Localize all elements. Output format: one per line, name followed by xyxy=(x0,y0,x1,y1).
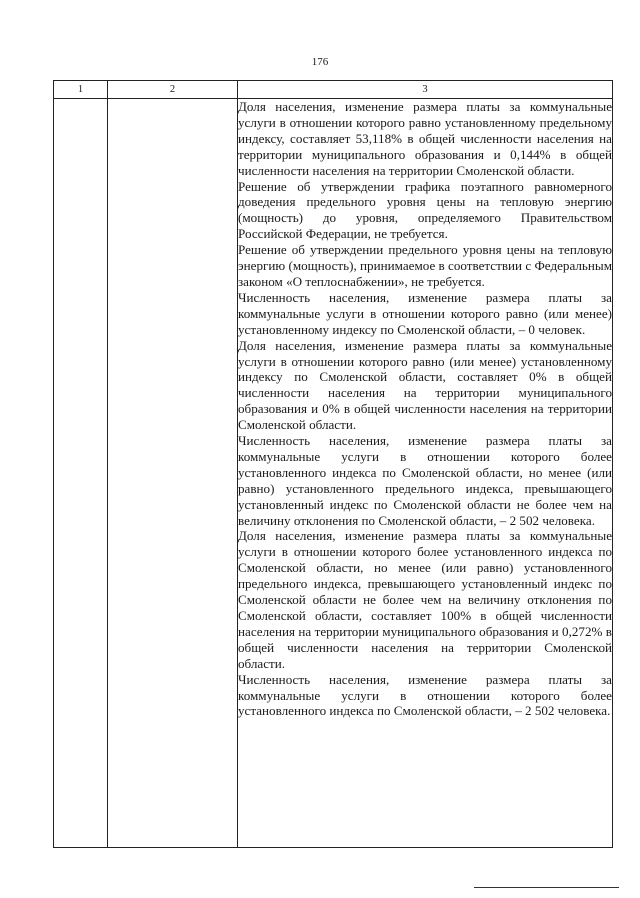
column-header-1: 1 xyxy=(54,81,108,99)
table-cell-col3 xyxy=(238,99,613,848)
table-cell-col2 xyxy=(108,99,238,848)
paragraph-schedule-decision: Решение об утверждении графика поэтапного равномерного доведения предельного уровня цены на тепловую энергию (мощность) до уровня, определяемого Правительством Российской Федерации, не требуется. xyxy=(238,178,612,242)
paragraph-share-equal-limit-index: Доля населения, изменение размера платы за коммунальные услуги в отношении которого равно установленному предельному индексу, составляет 53,118% в общей численности населения на территории муниципального образования и 0,144% в общей численности населения на территории Смоленской области. xyxy=(238,99,612,178)
footer-rule xyxy=(474,887,619,888)
column-header-2: 2 xyxy=(108,81,238,99)
column-header-3: 3 xyxy=(238,81,613,99)
table-cell-col1 xyxy=(54,99,108,848)
paragraph-share-between-indices: Доля населения, изменение размера платы за коммунальные услуги в отношении которого более установленного индекса по Смоленской области, но менее (или равно) установленного предельного индекса, превышающего установленный индекс по Смоленской области не более чем на величину отклонения по Смоленской области, составляет 100% в общей численности населения на территории муниципального образования и 0,272% в общей численности населения на территории Смоленской области. xyxy=(238,528,612,671)
paragraph-population-equal-or-less: Численность населения, изменение размера платы за коммунальные услуги в отношении которого равно (или менее) установленному индексу по Смоленской области, – 0 человек. xyxy=(238,289,612,337)
paragraph-share-equal-or-less: Доля населения, изменение размера платы за коммунальные услуги в отношении которого равно (или менее) установленному индексу по Смоленской области, составляет 0% в общей численности населения на территории муниципального образования и 0% в общей численности населения на территории Смоленской области. xyxy=(238,337,612,433)
paragraph-population-between-indices: Численность населения, изменение размера платы за коммунальные услуги в отношении которого более установленного индекса по Смоленской области, но менее (или равно) установленного предельного индекса, превышающего установленный индекс по Смоленской области не более чем на величину отклонения по Смоленской области, – 2 502 человека. xyxy=(238,433,612,528)
document-table xyxy=(53,80,613,848)
paragraph-heat-price-decision: Решение об утверждении предельного уровня цены на тепловую энергию (мощность), принимаемое в соответствии с Федеральным законом «О теплоснабжении», не требуется. xyxy=(238,242,612,289)
paragraph-population-above-index: Численность населения, изменение размера платы за коммунальные услуги в отношении которого более установленного индекса по Смоленской области, – 2 502 человека. xyxy=(238,671,612,719)
table-header-row xyxy=(54,81,613,99)
table-row xyxy=(54,99,613,848)
page-number: 176 xyxy=(311,56,329,68)
